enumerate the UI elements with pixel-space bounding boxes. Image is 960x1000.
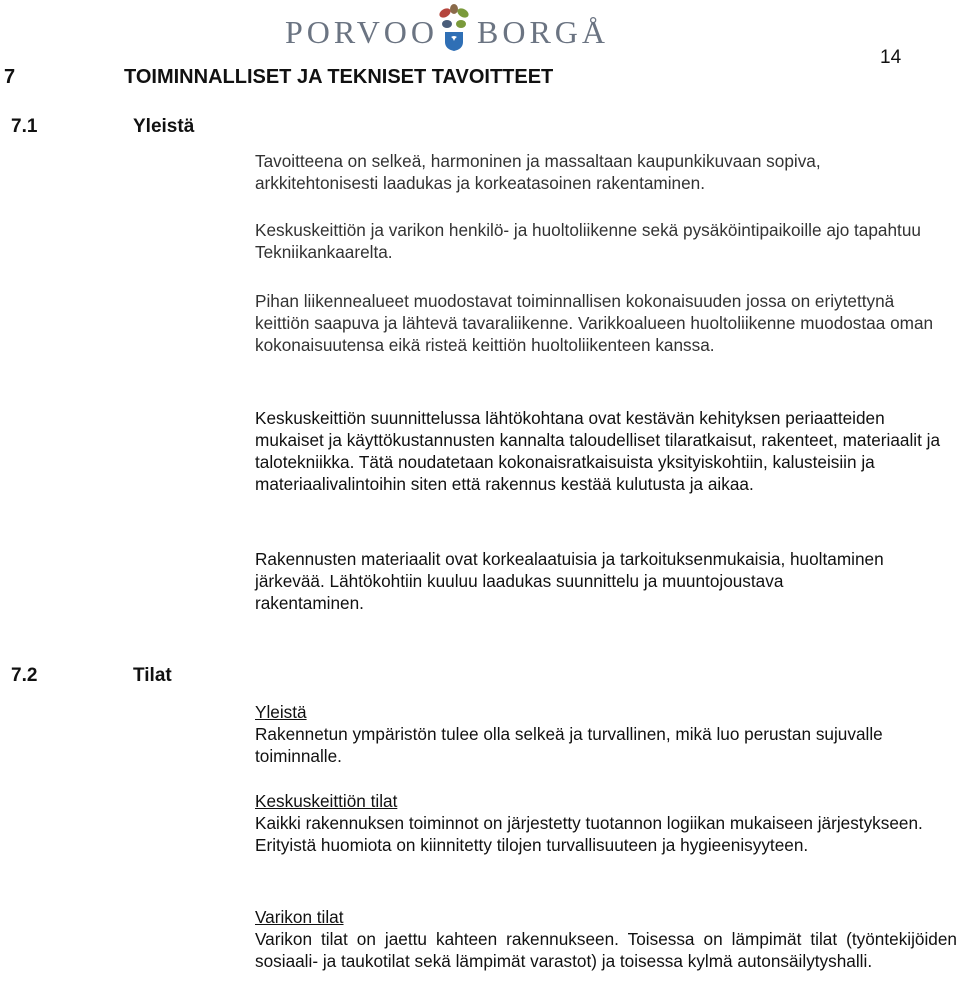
paragraph-sustainable-design: Keskuskeittiön suunnittelussa lähtökohtana ovat kestävän kehityksen periaatteiden mukaiset ja käyttökustannusten kannalta taloudelliset tilaratkaisut, rakenteet, materiaalit ja talotekniikka. Tätä noudatetaan kokonaisratkaisuista yksityiskohtiin, kalusteisiin ja materiaalivalintoihin siten että rakennus kestää kulutusta ja aikaa. [255, 408, 941, 494]
subsection-general-text: Rakennetun ympäristön tulee olla selkeä ja turvallinen, mikä luo perustan sujuvalle toiminnalle. [255, 724, 883, 766]
logo-word-porvoo: PORVOO [285, 14, 439, 50]
section-7-title: TOIMINNALLISET JA TEKNISET TAVOITTEET [124, 66, 554, 88]
section-7-1-number: 7.1 [11, 116, 38, 137]
subsection-depot [255, 906, 957, 972]
subsection-depot-heading: Varikon tilat [255, 907, 344, 927]
subsection-depot-text: Varikon tilat on jaettu kahteen rakennukseen. Toisessa on lämpimät tilat (työntekijöiden sosiaali- ja taukotilat sekä lämpimät varastot) ja toisessa kylmä autonsäilytyshalli. [255, 929, 957, 971]
subsection-general-heading: Yleistä [255, 702, 307, 722]
section-7-2-number: 7.2 [11, 665, 38, 686]
subsection-general [255, 701, 935, 767]
logo-word-borga: BORGÅ [477, 14, 610, 50]
subsection-kitchen-heading: Keskuskeittiön tilat [255, 791, 398, 811]
page-number: 14 [880, 47, 902, 68]
city-emblem-icon [433, 4, 475, 52]
section-7-2-title: Tilat [133, 665, 172, 686]
subsection-kitchen-text: Kaikki rakennuksen toiminnot on järjestetty tuotannon logiikan mukaiseen järjestykseen. Erityistä huomiota on kiinnitetty tilojen turvallisuuteen ja hygieenisyyteen. [255, 813, 923, 855]
paragraph-materials: Rakennusten materiaalit ovat korkealaatuisia ja tarkoituksenmukaisia, huoltaminen järkevää. Lähtökohtiin kuuluu laadukas suunnittelu ja muuntojoustava rakentaminen. [255, 549, 884, 613]
porvoo-borga-logo [285, 4, 625, 52]
paragraph-traffic-access: Keskuskeittiön ja varikon henkilö- ja huoltoliikenne sekä pysäköintipaikoille ajo tapahtuu Tekniikankaarelta. [255, 220, 921, 262]
section-7-1-title: Yleistä [133, 116, 195, 137]
paragraph-yard-traffic: Pihan liikennealueet muodostavat toiminnallisen kokonaisuuden jossa on eriytettynä keittiön saapuva ja lähtevä tavaraliikenne. Varikkoalueen huoltoliikenne muodostaa oman kokonaisuutensa eikä risteä keittiön huoltoliikenteen kanssa. [255, 291, 934, 355]
paragraph-goal: Tavoitteena on selkeä, harmoninen ja massaltaan kaupunkikuvaan sopiva, arkkitehtonisesti laadukas ja korkeatasoinen rakentaminen. [255, 151, 821, 193]
subsection-kitchen [255, 790, 935, 856]
section-7-number: 7 [4, 66, 16, 88]
